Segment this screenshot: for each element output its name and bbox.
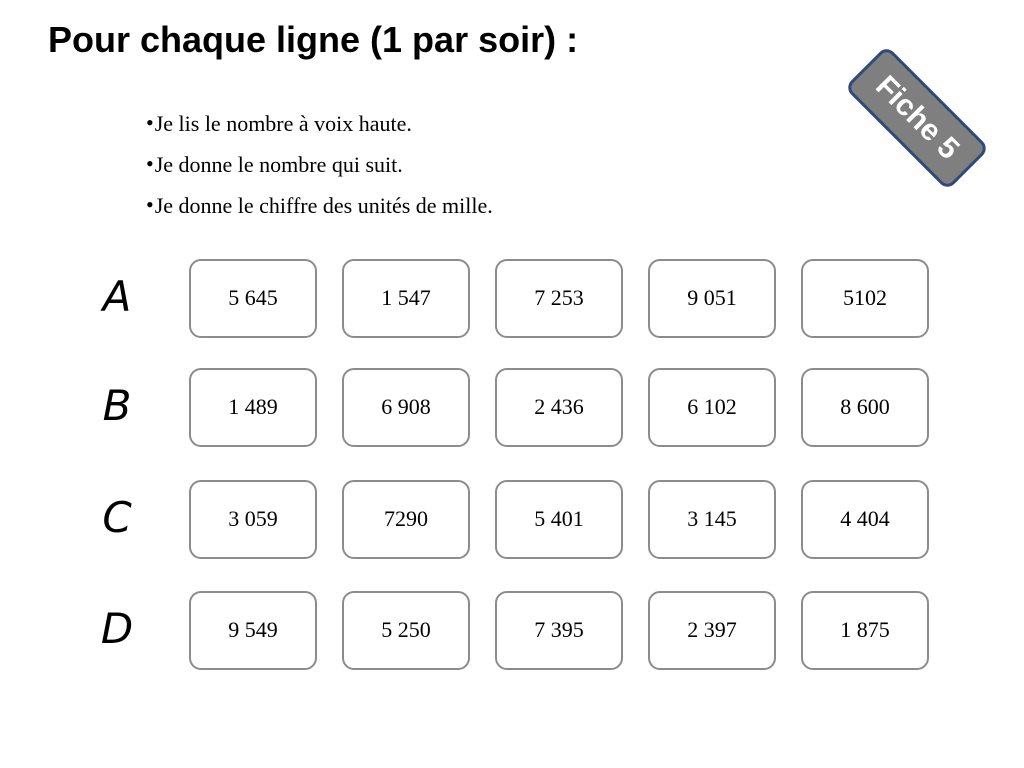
number-card: 1 489 bbox=[189, 368, 317, 447]
row-label: B bbox=[102, 381, 132, 430]
number-card: 4 404 bbox=[801, 480, 929, 559]
number-card: 9 549 bbox=[189, 591, 317, 670]
number-card: 7 395 bbox=[495, 591, 623, 670]
grid-row-d bbox=[0, 591, 1024, 673]
grid-row-c bbox=[0, 480, 1024, 562]
number-card: 3 059 bbox=[189, 480, 317, 559]
instruction-text: Je lis le nombre à voix haute. bbox=[154, 111, 412, 136]
instruction-text: Je donne le nombre qui suit. bbox=[154, 152, 403, 177]
number-card: 3 145 bbox=[648, 480, 776, 559]
page-title: Pour chaque ligne (1 par soir) : bbox=[48, 19, 579, 60]
bullet-icon: • bbox=[146, 110, 154, 135]
number-card: 7 253 bbox=[495, 259, 623, 338]
row-label: D bbox=[100, 604, 134, 653]
fiche-badge: Fiche 5 bbox=[844, 45, 990, 191]
bullet-icon: • bbox=[146, 192, 154, 217]
number-card: 8 600 bbox=[801, 368, 929, 447]
number-card: 2 436 bbox=[495, 368, 623, 447]
number-card: 5 250 bbox=[342, 591, 470, 670]
number-card: 2 397 bbox=[648, 591, 776, 670]
number-card: 5 645 bbox=[189, 259, 317, 338]
row-label: C bbox=[102, 493, 132, 542]
number-card: 1 875 bbox=[801, 591, 929, 670]
grid-row-a bbox=[0, 259, 1024, 341]
number-card: 7290 bbox=[342, 480, 470, 559]
number-card: 1 547 bbox=[342, 259, 470, 338]
row-label: A bbox=[102, 272, 132, 321]
number-card: 9 051 bbox=[648, 259, 776, 338]
number-card: 6 908 bbox=[342, 368, 470, 447]
number-card: 5 401 bbox=[495, 480, 623, 559]
number-card: 5102 bbox=[801, 259, 929, 338]
bullet-icon: • bbox=[146, 151, 154, 176]
grid-row-b bbox=[0, 368, 1024, 450]
number-card: 6 102 bbox=[648, 368, 776, 447]
instruction-text: Je donne le chiffre des unités de mille. bbox=[154, 193, 493, 218]
